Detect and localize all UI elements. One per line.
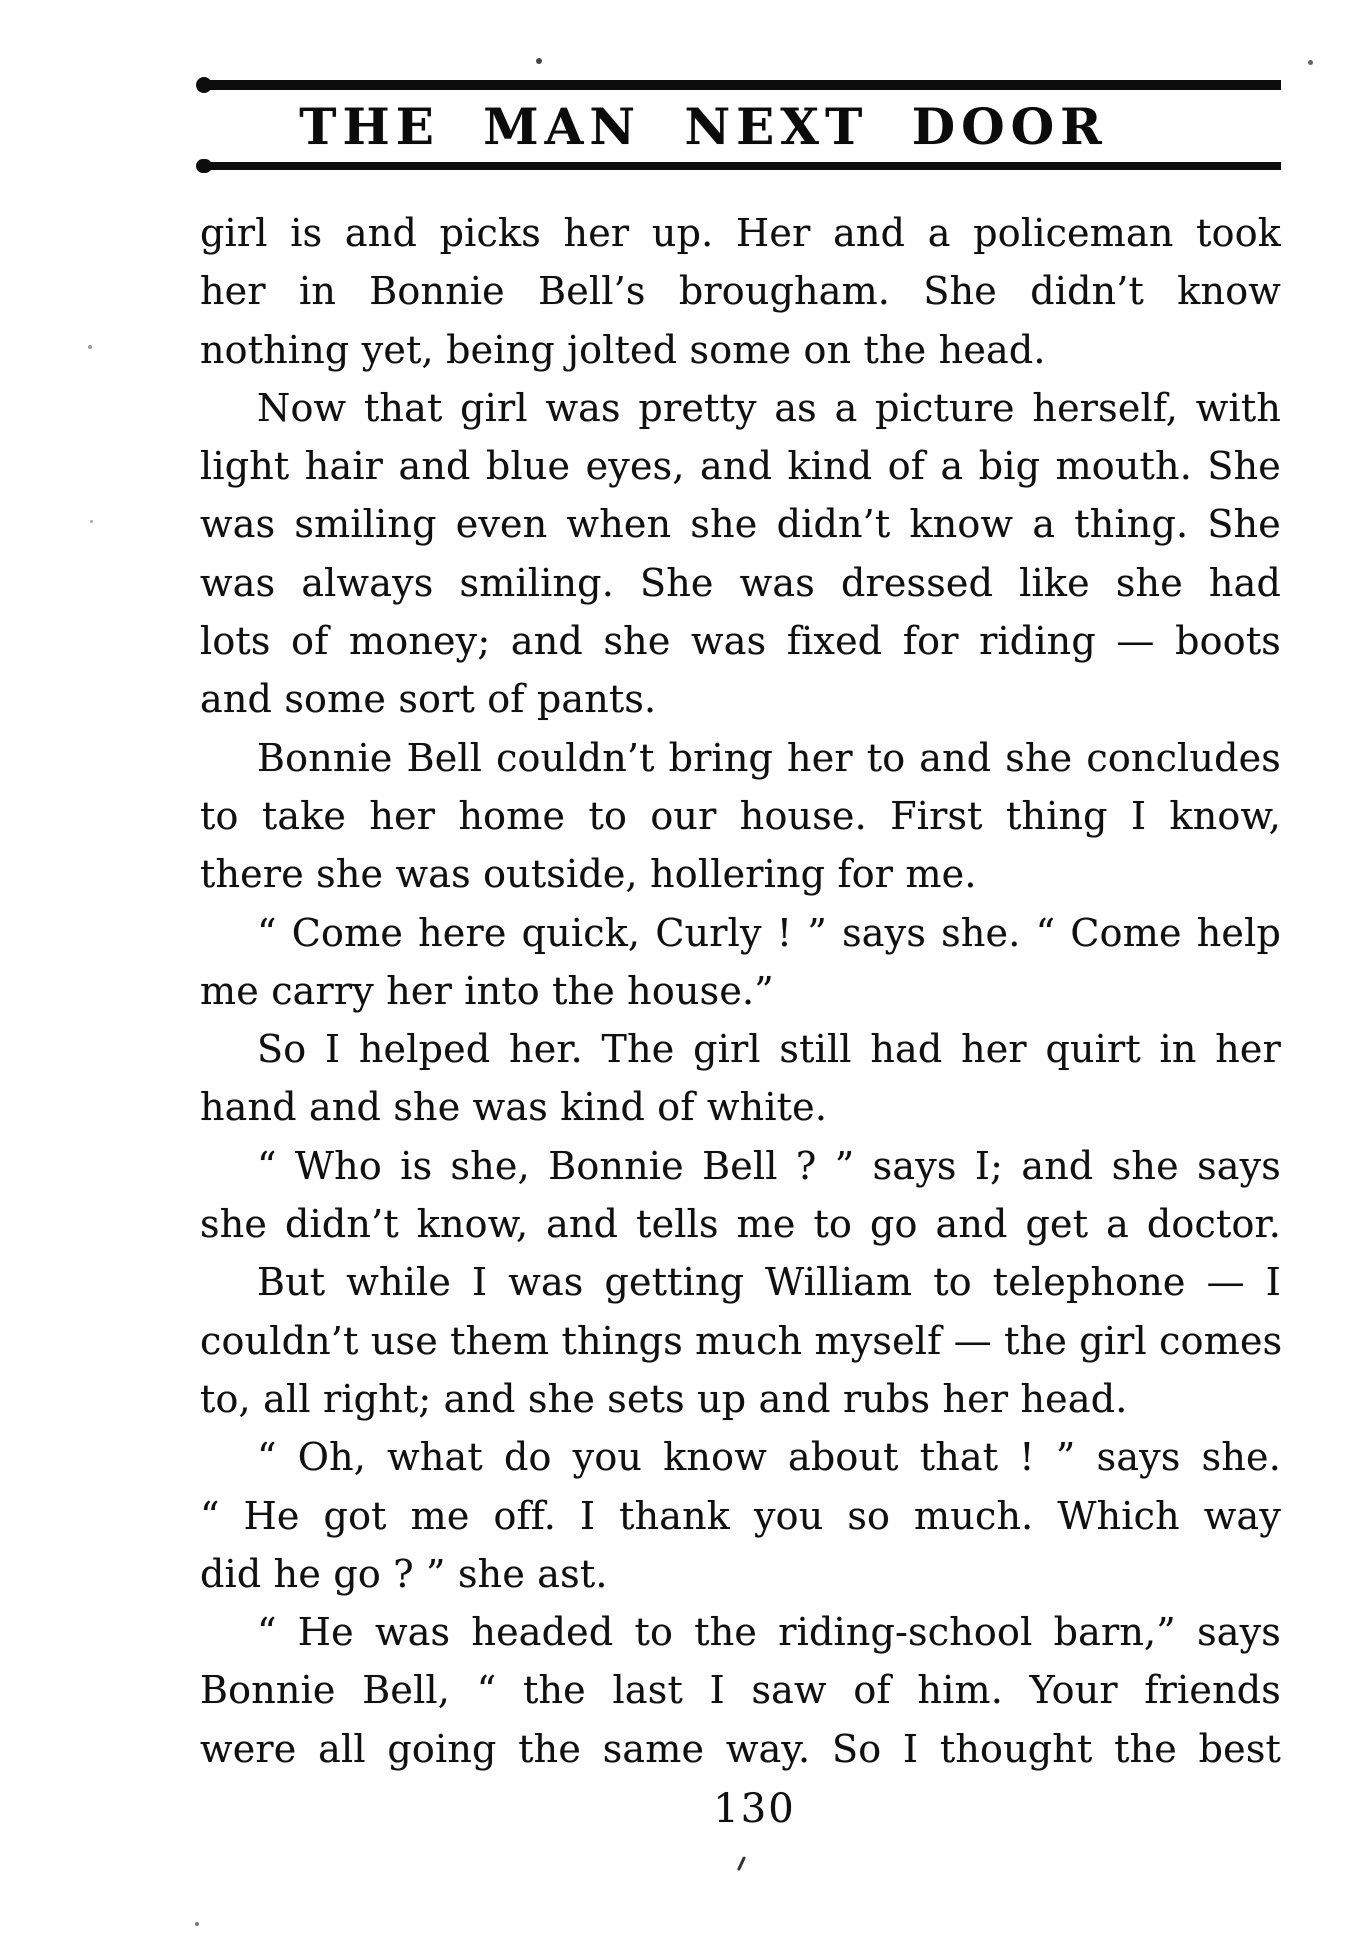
text-line: to, all right; and she sets up and rubs her head. — [200, 1376, 1128, 1421]
text-line: nothing yet, being jolted some on the head. — [200, 327, 1046, 372]
text-line: she didn’t know, and tells me to go and get a doctor. — [200, 1202, 1281, 1247]
text-line: light hair and blue eyes, and kind of a big mouth. She — [200, 444, 1281, 489]
text-line: were all going the same way. So I thought the best — [200, 1726, 1281, 1771]
text-line: “ He was headed to the riding-school barn,” says — [257, 1610, 1281, 1655]
text-line: couldn’t use them things much myself — the girl comes — [200, 1318, 1283, 1363]
scan-speck — [88, 345, 92, 349]
text-line: hand and she was kind of white. — [200, 1085, 828, 1130]
page-title: THE MAN NEXT DOOR — [299, 96, 1108, 156]
text-line: Now that girl was pretty as a picture herself, with — [257, 385, 1281, 430]
scan-speck — [90, 520, 93, 523]
text-line: was always smiling. She was dressed like she had — [200, 560, 1281, 605]
text-line: So I helped her. The girl still had her quirt in her — [257, 1027, 1281, 1072]
text-line: girl is and picks her up. Her and a policeman took — [200, 211, 1281, 255]
text-line: “ Who is she, Bonnie Bell ? ” says I; and she says — [257, 1143, 1281, 1188]
text-line: to take her home to our house. First thing I know, — [200, 793, 1281, 838]
scan-scratch — [737, 1856, 746, 1871]
text-line: was smiling even when she didn’t know a thing. She — [200, 502, 1281, 547]
scan-speck — [536, 58, 542, 64]
header-rule-bottom — [200, 162, 1281, 170]
text-line: Bonnie Bell couldn’t bring her to and she concludes — [257, 735, 1281, 780]
text-line: “ Oh, what do you know about that ! ” says she. — [257, 1435, 1281, 1480]
header-rule-top — [200, 80, 1281, 90]
text-line: “ Come here quick, Curly ! ” says she. “ Come help — [257, 910, 1281, 955]
text-line: there she was outside, hollering for me. — [200, 852, 977, 897]
text-line: “ He got me off. I thank you so much. Which way — [200, 1493, 1281, 1538]
scan-speck — [1308, 60, 1313, 65]
text-line: and some sort of pants. — [200, 677, 657, 722]
page-header — [200, 80, 1281, 170]
text-line: lots of money; and she was fixed for riding — boots — [200, 619, 1281, 664]
text-line: But while I was getting William to telephone — I — [257, 1260, 1281, 1305]
page-number: 130 — [713, 1786, 796, 1832]
text-line: Bonnie Bell, “ the last I saw of him. Your friends — [200, 1668, 1281, 1713]
scan-speck — [195, 1922, 199, 1926]
text-line: her in Bonnie Bell’s brougham. She didn’t know — [200, 269, 1281, 314]
text-line: me carry her into the house.” — [200, 968, 774, 1013]
text-line: did he go ? ” she ast. — [200, 1551, 608, 1596]
body-text — [200, 204, 1281, 1778]
